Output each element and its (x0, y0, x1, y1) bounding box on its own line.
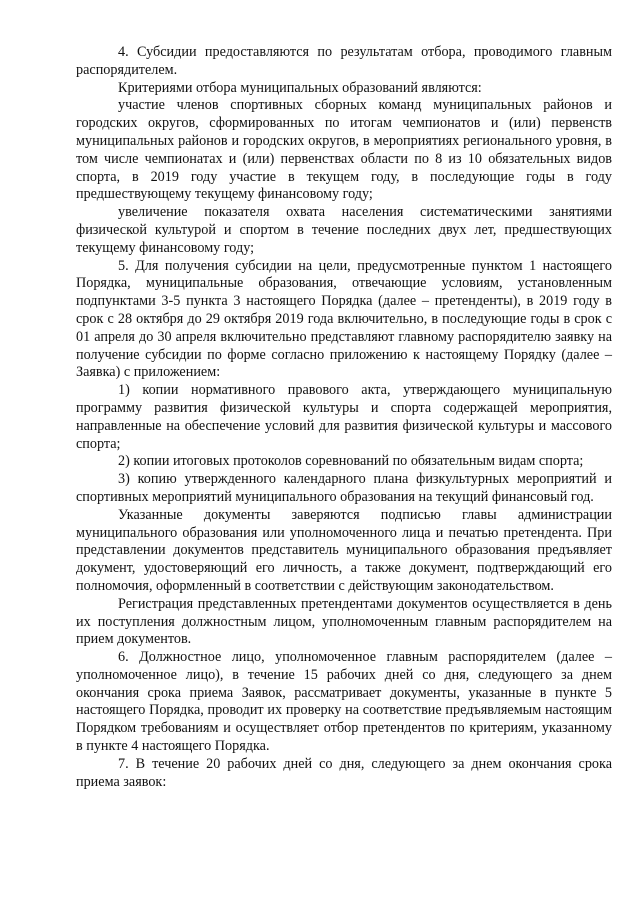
paragraph-attachment-2: 2) копии итоговых протоколов соревнований по обязательным видам спорта; (118, 453, 584, 470)
document-body (76, 44, 612, 791)
paragraph-5-application: 5. Для получения субсидии на цели, предусмотренные пунктом 1 настоящего Порядка, муниципальные образования, отвечающие условиям, установленным подпунктами 3-5 пункта 3 настоящего Порядка (далее – претенденты), в 2019 году в срок с 28 октября до 29 октября 2019 года включительно, в последующие годы в срок с 01 апреля до 30 апреля включительно представляют главному распорядителю заявку на получение субсидии по форме согласно приложению к настоящему Порядку (далее – Заявка) с приложением: (76, 257, 612, 381)
paragraph-attachment-3: 3) копию утвержденного календарного плана физкультурных мероприятий и спортивных мероприятий муниципального образования на текущий финансовый год. (76, 471, 612, 505)
paragraph-criterion-participation: участие членов спортивных сборных команд муниципальных районов и городских округов, сформированных по итогам чемпионатов и (или) первенств муниципальных районов и городских округов, в мероприятиях регионального уровня, в том числе чемпионатах и (или) первенствах области по 8 из 10 обязательных видов спорта, в 2019 году участие в текущем году, в последующие годы в году предшествующему текущему финансовому году; (76, 97, 612, 203)
paragraph-6-review: 6. Должностное лицо, уполномоченное главным распорядителем (далее – уполномоченное лицо), в течение 15 рабочих дней со дня, следующего за днем окончания срока приема Заявок, рассматривает документы, указанные в пункте 5 настоящего Порядка, проводит их проверку на соответствие предъявляемым настоящим Порядком требованиям и осуществляет отбор претендентов по критериям, указанному в пункте 4 настоящего Порядка. (76, 649, 612, 755)
paragraph-7-deadline: 7. В течение 20 рабочих дней со дня, следующего за днем окончания срока приема заявок: (76, 755, 612, 790)
paragraph-registration: Регистрация представленных претендентами документов осуществляется в день их поступления должностным лицом, уполномоченным главным распорядителем на прием документов. (76, 595, 612, 648)
paragraph-criterion-coverage: увеличение показателя охвата населения систематическими занятиями физической культурой и спортом в течение последних двух лет, предшествующих текущему финансовому году; (76, 204, 612, 256)
paragraph-selection-criteria-heading: Критериями отбора муниципальных образований являются: (118, 79, 482, 96)
paragraph-attachment-1: 1) копии нормативного правового акта, утверждающего муниципальную программу развития физической культуры и спорта содержащей мероприятия, направленные на обеспечение условий для развития физической культуры и массового спорта; (76, 382, 612, 452)
paragraph-documents-certification: Указанные документы заверяются подписью главы администрации муниципального образования или уполномоченного лица и печатью претендента. При представлении документов представитель муниципального образования предъявляет документ, удостоверяющий его личность, а также документ, подтверждающий его полномочия, оформленный в соответствии с действующим законодательством. (76, 506, 612, 594)
paragraph-4-subsidies-by-selection: 4. Субсидии предоставляются по результатам отбора, проводимого главным распорядителем. (76, 44, 612, 78)
